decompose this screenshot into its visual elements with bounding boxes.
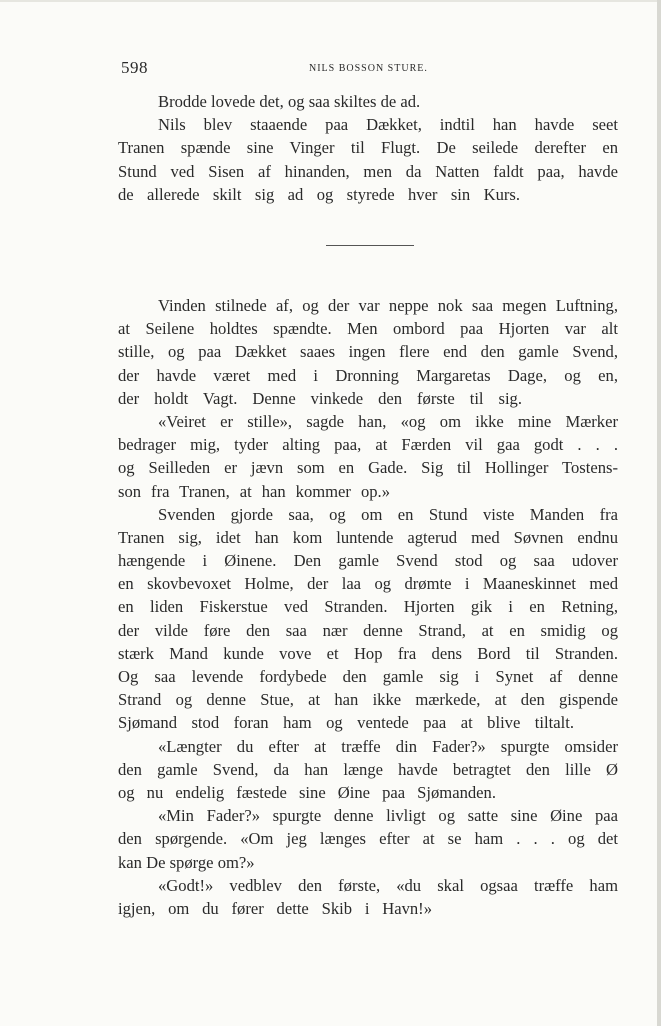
text-line: Brodde lovede det, og saa skiltes de ad. [158,92,421,111]
text-line: Vinden stilnede af, og der var neppe nok saa megen Luftning, [158,296,618,315]
text-line: Tranen spænde sine Vinger til Flugt. De seilede derefter en [118,138,618,158]
text-line: «Godt!» vedblev den første, «du skal ogsaa træffe ham [158,875,618,895]
text-section-2 [118,294,618,920]
section-divider [326,245,414,246]
page-top-edge [0,0,661,2]
page-header [121,58,621,80]
text-line: stille, og paa Dækket saaes ingen flere end den gamle Svend, [118,342,618,362]
text-line: der holdt Vagt. Denne vinkede den første til sig. [118,388,522,408]
text-line: at Seilene holdtes spændte. Men ombord paa Hjorten var alt [118,319,618,339]
text-line: den spørgende. «Om jeg længes efter at se ham . . . og det [118,829,618,849]
text-line: Svenden gjorde saa, og om en Stund viste Manden fra [158,504,618,524]
text-section-1 [118,90,618,206]
page-right-edge [657,0,661,1026]
text-line: en skovbevoxet Holme, der laa og drømte i Maaneskinnet med [118,574,618,594]
page-number: 598 [121,58,148,77]
text-line: «Min Fader?» spurgte denne livligt og satte sine Øine paa [158,806,618,826]
text-line: «Veiret er stille», sagde han, «og om ikke mine Mærker [158,411,618,431]
text-line: hængende i Øinene. Den gamle Svend stod og saa udover [118,551,618,571]
text-line: Nils blev staaende paa Dækket, indtil han havde seet [158,115,618,135]
text-line: bedrager mig, tyder alting paa, at Færden vil gaa godt . . . [118,435,618,455]
text-line: en liden Fiskerstue ved Stranden. Hjorten gik i en Retning, [118,597,618,617]
text-line: kan De spørge om?» [118,852,255,872]
text-line: Strand og denne Stue, at han ikke mærkede, at den gispende [118,690,618,710]
text-line: Tranen sig, idet han kom luntende agterud med Søvnen endnu [118,527,618,547]
text-line: Sjømand stod foran ham og ventede paa at blive tiltalt. [118,713,574,733]
text-line: og Seilleden er jævn som en Gade. Sig til Hollinger Tostens- [118,458,618,478]
running-head: NILS BOSSON STURE. [309,63,428,74]
text-line: Stund ved Sisen af hinanden, men da Natten faldt paa, havde [118,161,618,181]
text-line: der havde været med i Dronning Margaretas Dage, og en, [118,365,618,385]
text-line: «Længter du efter at træffe din Fader?» spurgte omsider [158,736,618,756]
text-line: son fra Tranen, at han kommer op.» [118,481,390,501]
text-line: og nu endelig fæstede sine Øine paa Sjømanden. [118,782,496,802]
text-line: Og saa levende fordybede den gamle sig i Synet af denne [118,667,618,686]
text-line: der vilde føre den saa nær denne Strand, at en smidig og [118,620,618,640]
text-line: stærk Mand kunde vove et Hop fra dens Bord til Stranden. [118,643,618,663]
text-line: igjen, om du fører dette Skib i Havn!» [118,898,432,918]
text-line: de allerede skilt sig ad og styrede hver sin Kurs. [118,184,520,204]
text-line: den gamle Svend, da han længe havde betragtet den lille Ø [118,759,618,779]
